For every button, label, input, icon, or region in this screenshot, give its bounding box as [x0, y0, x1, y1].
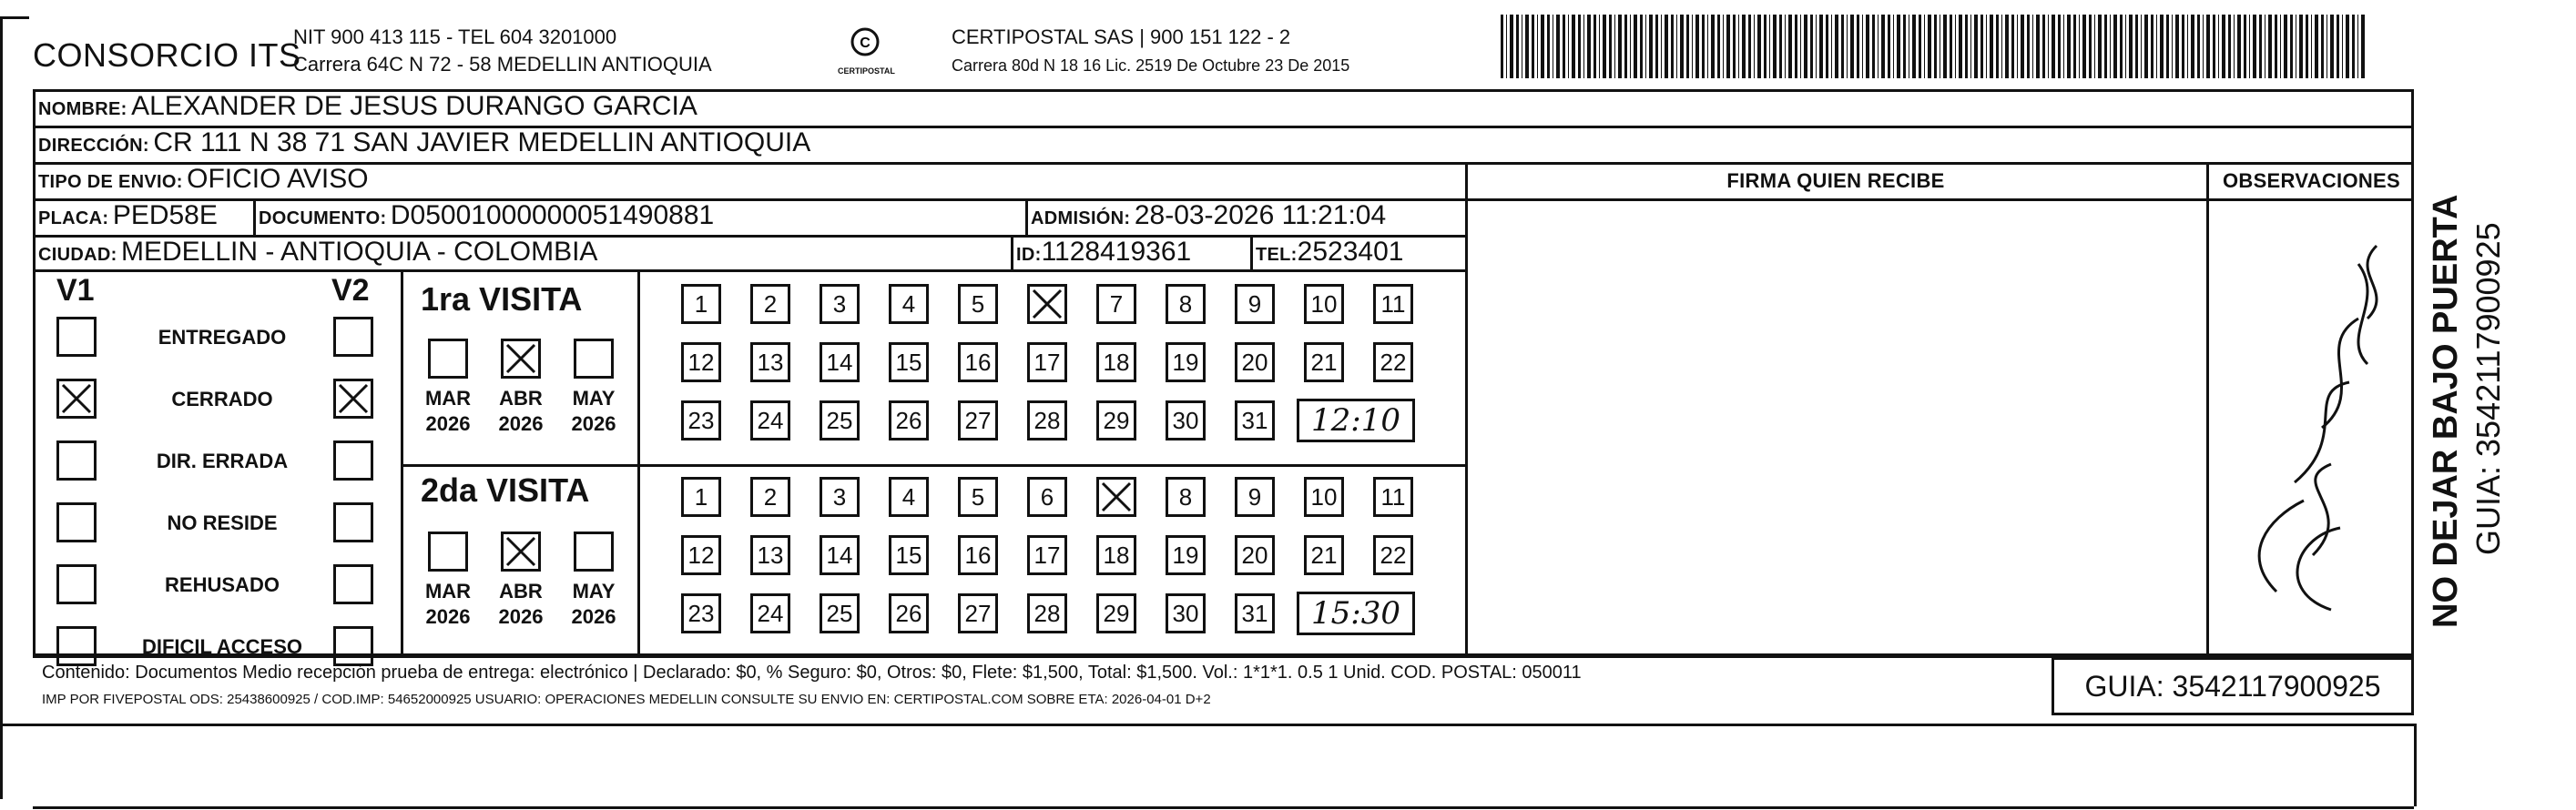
- visit1-day-box[interactable]: 11: [1373, 284, 1413, 324]
- status-option-label: ENTREGADO: [158, 326, 287, 349]
- visit2-month-checkbox[interactable]: [428, 532, 468, 572]
- visit2-month-label: ABR 2026: [498, 580, 544, 628]
- tipo-envio-field: TIPO DE ENVIO: OFICIO AVISO: [38, 164, 369, 194]
- visit1-month-label: MAR 2026: [424, 387, 472, 435]
- company-address: Carrera 64C N 72 - 58 MEDELLIN ANTIOQUIA: [293, 53, 712, 76]
- visit1-day-box[interactable]: 10: [1304, 284, 1344, 324]
- visit1-month-label: ABR 2026: [498, 387, 544, 435]
- visit2-day-box[interactable]: 12: [681, 535, 721, 575]
- status-option-label: DIR. ERRADA: [156, 450, 289, 472]
- visit2-day-box[interactable]: 26: [889, 593, 929, 633]
- visit1-day-box[interactable]: [1027, 284, 1067, 324]
- visit2-month-checkbox[interactable]: [501, 532, 541, 572]
- visit2-day-box[interactable]: 5: [958, 477, 998, 517]
- admision-value: 28-03-2026 11:21:04: [1134, 200, 1387, 230]
- status-option-label: NO RESIDE: [167, 511, 278, 534]
- id-value: 1128419361: [1041, 237, 1192, 267]
- v1-checkbox[interactable]: [56, 440, 97, 481]
- id-field: ID:1128419361: [1016, 237, 1192, 267]
- visit2-time: 15:30: [1297, 592, 1415, 635]
- visit2-day-box[interactable]: 8: [1166, 477, 1206, 517]
- certipostal-logo: C CERTIPOSTAL: [838, 25, 892, 76]
- visit2-day-box[interactable]: 22: [1373, 535, 1413, 575]
- status-option-label: REHUSADO: [165, 573, 280, 596]
- firma-header: FIRMA QUIEN RECIBE: [1726, 169, 1945, 192]
- visit1-day-box[interactable]: 19: [1166, 342, 1206, 382]
- svg-text:C: C: [860, 35, 871, 51]
- direccion-value: CR 111 N 38 71 SAN JAVIER MEDELLIN ANTIOQUIA: [153, 127, 811, 157]
- visit1-day-box[interactable]: 24: [750, 400, 790, 440]
- visit1-day-box[interactable]: 13: [750, 342, 790, 382]
- status-option-label: CERRADO: [171, 388, 273, 410]
- status-option-label: DIFICIL ACCESO: [141, 635, 302, 658]
- handwritten-signature: [2222, 209, 2404, 637]
- visit1-day-box[interactable]: 15: [889, 342, 929, 382]
- visit2-day-box[interactable]: 9: [1235, 477, 1275, 517]
- v1-checkbox[interactable]: [56, 564, 97, 604]
- v1-header: V1: [56, 273, 95, 308]
- admision-field: ADMISIÓN: 28-03-2026 11:21:04: [1031, 200, 1387, 230]
- visit2-day-box[interactable]: 4: [889, 477, 929, 517]
- visit2-day-box[interactable]: 3: [820, 477, 860, 517]
- visit1-day-box[interactable]: 28: [1027, 400, 1067, 440]
- visit2-day-box[interactable]: 17: [1027, 535, 1067, 575]
- placa-field: PLACA: PED58E: [38, 200, 218, 230]
- visit1-day-box[interactable]: 2: [750, 284, 790, 324]
- visit2-day-box[interactable]: 14: [820, 535, 860, 575]
- tel-field: TEL:2523401: [1256, 237, 1404, 267]
- visit2-month-checkbox[interactable]: [574, 532, 614, 572]
- visit1-day-box[interactable]: 21: [1304, 342, 1344, 382]
- visit2-day-box[interactable]: [1096, 477, 1136, 517]
- v2-header: V2: [331, 273, 370, 308]
- visit1-day-box[interactable]: 31: [1235, 400, 1275, 440]
- visit1-day-box[interactable]: 17: [1027, 342, 1067, 382]
- visit1-day-box[interactable]: 14: [820, 342, 860, 382]
- visit2-day-box[interactable]: 10: [1304, 477, 1344, 517]
- visit2-month-label: MAR 2026: [424, 580, 472, 628]
- visit1-day-box[interactable]: 29: [1096, 400, 1136, 440]
- visit1-day-box[interactable]: 23: [681, 400, 721, 440]
- visit1-day-box[interactable]: 26: [889, 400, 929, 440]
- visit1-day-box[interactable]: 9: [1235, 284, 1275, 324]
- visit2-day-box[interactable]: 11: [1373, 477, 1413, 517]
- visit2-title: 2da VISITA: [421, 471, 590, 509]
- visit2-day-box[interactable]: 23: [681, 593, 721, 633]
- placa-value: PED58E: [112, 200, 218, 230]
- visit1-day-box[interactable]: 8: [1166, 284, 1206, 324]
- visit2-day-box[interactable]: 29: [1096, 593, 1136, 633]
- documento-value: D05001000000051490881: [390, 200, 715, 230]
- v2-checkbox[interactable]: [333, 626, 373, 666]
- company-nit: NIT 900 413 115 - TEL 604 3201000: [293, 25, 617, 48]
- visit1-day-box[interactable]: 25: [820, 400, 860, 440]
- visit2-day-box[interactable]: 2: [750, 477, 790, 517]
- v1-checkbox[interactable]: [56, 379, 97, 419]
- v2-checkbox[interactable]: [333, 502, 373, 542]
- visit2-day-box[interactable]: 25: [820, 593, 860, 633]
- visit1-month-checkbox[interactable]: [428, 339, 468, 379]
- visit2-day-box[interactable]: 20: [1235, 535, 1275, 575]
- direccion-field: DIRECCIÓN: CR 111 N 38 71 SAN JAVIER MEDELLIN ANTIOQUIA: [38, 127, 811, 157]
- visit2-day-box[interactable]: 6: [1027, 477, 1067, 517]
- barcode: [1501, 15, 2366, 78]
- visit2-day-box[interactable]: 30: [1166, 593, 1206, 633]
- footer-content: Contenido: Documentos Medio recepción prueba de entrega: electrónico | Declarado: $0, % Seguro: $0, Otros: $0, Flete: $1,500, Total: $1,500. Vol.: 1*1*1. 0.5 1 Unid. COD. POSTAL: 050011: [42, 663, 1582, 683]
- v1-checkbox[interactable]: [56, 317, 97, 357]
- v2-checkbox[interactable]: [333, 317, 373, 357]
- visit1-day-box[interactable]: 30: [1166, 400, 1206, 440]
- visit2-day-box[interactable]: 16: [958, 535, 998, 575]
- visit1-month-label: MAY 2026: [571, 387, 616, 435]
- visit2-day-box[interactable]: 21: [1304, 535, 1344, 575]
- visit2-day-box[interactable]: 13: [750, 535, 790, 575]
- tel-value: 2523401: [1297, 237, 1404, 267]
- nombre-value: ALEXANDER DE JESUS DURANGO GARCIA: [131, 91, 697, 121]
- side-notice: NO DEJAR BAJO PUERTA: [2427, 194, 2465, 628]
- carrier-name: CERTIPOSTAL SAS | 900 151 122 - 2: [952, 25, 1291, 48]
- visit2-day-box[interactable]: 1: [681, 477, 721, 517]
- v2-checkbox[interactable]: [333, 379, 373, 419]
- visit1-day-box[interactable]: 12: [681, 342, 721, 382]
- visit1-day-box[interactable]: 22: [1373, 342, 1413, 382]
- visit1-day-box[interactable]: 18: [1096, 342, 1136, 382]
- footer-guia: GUIA: 3542117900925: [2052, 657, 2414, 715]
- visit1-day-box[interactable]: 5: [958, 284, 998, 324]
- visit1-day-box[interactable]: 3: [820, 284, 860, 324]
- ciudad-value: MEDELLIN - ANTIOQUIA - COLOMBIA: [121, 237, 598, 267]
- footer-imp: IMP POR FIVEPOSTAL ODS: 25438600925 / COD.IMP: 54652000925 USUARIO: OPERACIONES MEDELLIN CONSULTE SU ENVIO EN: CERTIPOSTAL.COM SOBRE ETA: 2026-04-01 D+2: [42, 692, 1211, 707]
- v2-checkbox[interactable]: [333, 564, 373, 604]
- visit1-day-box[interactable]: 7: [1096, 284, 1136, 324]
- carrier-address: Carrera 80d N 18 16 Lic. 2519 De Octubre 23 De 2015: [952, 56, 1350, 75]
- visit2-month-label: MAY 2026: [571, 580, 616, 628]
- side-guia: GUIA: 3542117900925: [2469, 222, 2507, 555]
- v1-checkbox[interactable]: [56, 626, 97, 666]
- v1-checkbox[interactable]: [56, 502, 97, 542]
- visit1-day-box[interactable]: 20: [1235, 342, 1275, 382]
- ciudad-field: CIUDAD: MEDELLIN - ANTIOQUIA - COLOMBIA: [38, 237, 598, 267]
- visit2-day-box[interactable]: 15: [889, 535, 929, 575]
- v2-checkbox[interactable]: [333, 440, 373, 481]
- nombre-field: NOMBRE: ALEXANDER DE JESUS DURANGO GARCIA: [38, 91, 697, 121]
- visit2-day-box[interactable]: 31: [1235, 593, 1275, 633]
- visit1-month-checkbox[interactable]: [501, 339, 541, 379]
- visit2-day-box[interactable]: 24: [750, 593, 790, 633]
- visit1-title: 1ra VISITA: [421, 280, 583, 318]
- tipo-envio-value: OFICIO AVISO: [187, 164, 369, 194]
- visit1-day-box[interactable]: 4: [889, 284, 929, 324]
- documento-field: DOCUMENTO: D05001000000051490881: [259, 200, 715, 230]
- visit2-day-box[interactable]: 19: [1166, 535, 1206, 575]
- observaciones-header: OBSERVACIONES: [2222, 169, 2400, 192]
- visit1-day-box[interactable]: 16: [958, 342, 998, 382]
- visit2-day-box[interactable]: 28: [1027, 593, 1067, 633]
- visit1-day-box[interactable]: 27: [958, 400, 998, 440]
- visit1-month-checkbox[interactable]: [574, 339, 614, 379]
- visit2-day-box[interactable]: 27: [958, 593, 998, 633]
- visit1-day-box[interactable]: 1: [681, 284, 721, 324]
- visit1-time: 12:10: [1297, 399, 1415, 442]
- company-name: CONSORCIO ITS: [33, 36, 301, 74]
- visit2-day-box[interactable]: 18: [1096, 535, 1136, 575]
